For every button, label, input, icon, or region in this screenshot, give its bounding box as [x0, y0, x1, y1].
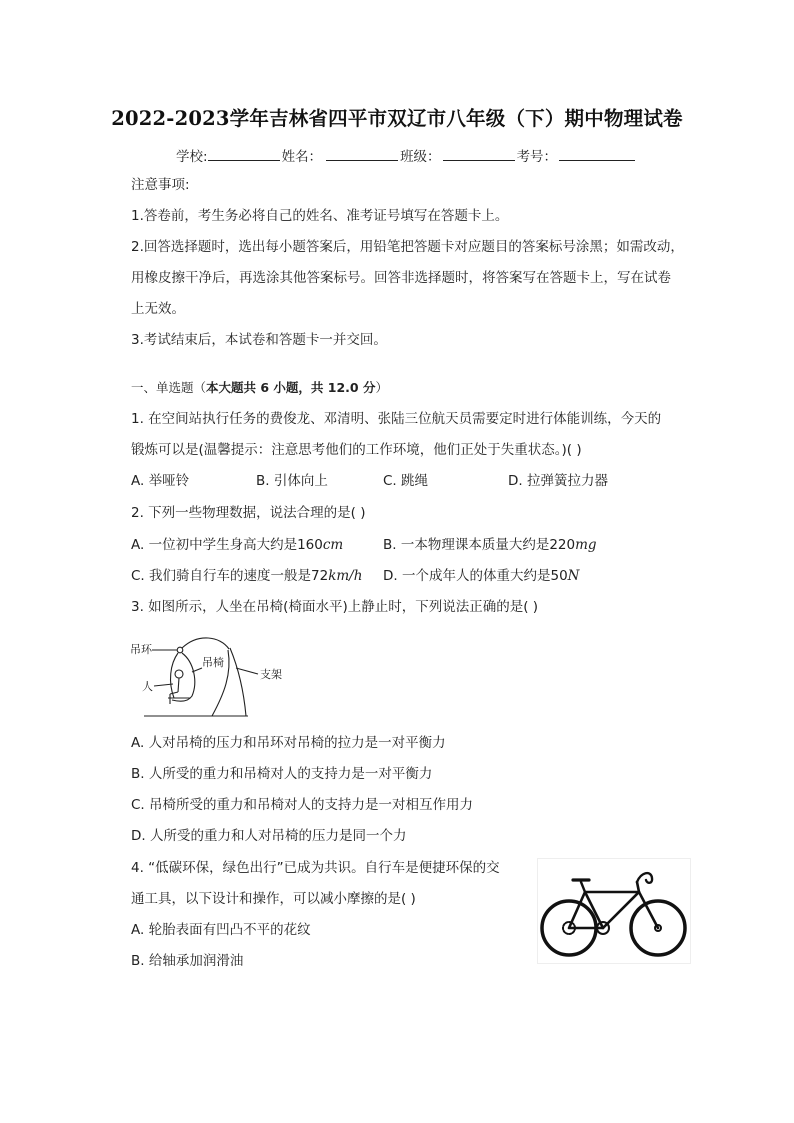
hanging-arm: [182, 638, 229, 649]
notice-heading: 注意事项:: [131, 177, 190, 193]
stand-back-curve: [230, 648, 246, 716]
fig-label-stand: 支架: [260, 668, 282, 681]
chair-cage-right: [172, 653, 195, 701]
chair-cage-left: [171, 653, 178, 698]
section-heading: 一、单选题（本大题共 6 小题，共 12.0 分）: [131, 380, 388, 395]
notice-item-2-line-2: 用橡皮擦干净后，再选涂其他答案标号。回答非选择题时，将答案写在答题卡上，写在试卷: [131, 270, 671, 286]
person-head: [175, 670, 183, 678]
class-blank[interactable]: [443, 146, 515, 161]
fig-label-ring: 吊环: [130, 643, 152, 656]
handlebar-icon: [637, 873, 652, 883]
question-4-line-2: 通工具，以下设计和操作，可以减小摩擦的是( ): [131, 891, 416, 907]
person-thigh: [170, 692, 178, 694]
ring-icon: [177, 647, 183, 653]
name-label: 姓名：: [281, 149, 323, 165]
question-1-line-1: 1. 在空间站执行任务的费俊龙、邓清明、张陆三位航天员需要定时进行体能训练，今天的: [131, 411, 662, 427]
school-label: 学校:: [176, 149, 208, 165]
exam-no-label: 考号：: [516, 149, 558, 165]
question-1-line-2: 锻炼可以是(温馨提示：注意思考他们的工作环境，他们正处于失重状态。)( ): [131, 442, 582, 458]
question-3-option-a[interactable]: A. 人对吊椅的压力和吊环对吊椅的拉力是一对平衡力: [131, 735, 446, 751]
page-title: 2022-2023学年吉林省四平市双辽市八年级（下）期中物理试卷: [111, 107, 683, 130]
head-tube: [637, 882, 639, 892]
question-2-option-c[interactable]: C. 我们骑自行车的速度一般是72km/h: [131, 568, 363, 584]
question-4-line-1: 4. “低碳环保，绿色出行”已成为共识。自行车是便捷环保的交: [131, 860, 500, 876]
bicycle-figure: [537, 858, 691, 964]
notice-item-2-line-3: 上无效。: [131, 301, 185, 317]
student-info-row: [176, 145, 637, 165]
person-body: [178, 678, 179, 692]
name-blank[interactable]: [326, 146, 398, 161]
fig-label-chair: 吊椅: [202, 656, 224, 669]
notice-item-3: 3.考试结束后，本试卷和答题卡一并交回。: [131, 332, 387, 348]
question-2-option-d[interactable]: D. 一个成年人的体重大约是50N: [383, 568, 580, 584]
school-blank[interactable]: [208, 146, 280, 161]
question-2-stem: 2. 下列一些物理数据，说法合理的是( ): [131, 505, 366, 521]
hanging-chair-figure: [128, 634, 298, 720]
exam-no-blank[interactable]: [559, 146, 635, 161]
fig-label-person: 人: [142, 680, 153, 693]
question-1-option-b[interactable]: B. 引体向上: [256, 473, 328, 489]
question-4-option-b[interactable]: B. 给轴承加润滑油: [131, 953, 244, 969]
notice-item-1: 1.答卷前，考生务必将自己的姓名、准考证号填写在答题卡上。: [131, 208, 509, 224]
question-1-option-d[interactable]: D. 拉弹簧拉力器: [508, 473, 608, 489]
question-2-option-b[interactable]: B. 一本物理课本质量大约是220mg: [383, 537, 597, 553]
question-3-option-d[interactable]: D. 人所受的重力和人对吊椅的压力是同一个力: [131, 828, 407, 844]
question-2-option-a[interactable]: A. 一位初中学生身高大约是160cm: [131, 537, 344, 553]
seat-post: [581, 882, 585, 892]
question-3-option-c[interactable]: C. 吊椅所受的重力和吊椅对人的支持力是一对相互作用力: [131, 797, 474, 813]
rear-triangle: [569, 892, 603, 928]
notice-item-2-line-1: 2.回答选择题时，选出每小题答案后，用铅笔把答题卡对应题目的答案标号涂黑；如需改动，: [131, 239, 684, 255]
front-fork: [639, 892, 658, 928]
question-1-option-c[interactable]: C. 跳绳: [383, 473, 429, 489]
stand-leader: [236, 668, 258, 674]
question-1-option-a[interactable]: A. 举哑铃: [131, 473, 190, 489]
question-3-stem: 3. 如图所示，人坐在吊椅(椅面水平)上静止时，下列说法正确的是( ): [131, 599, 539, 615]
question-4-option-a[interactable]: A. 轮胎表面有凹凸不平的花纹: [131, 922, 311, 938]
person-leader: [154, 684, 173, 686]
class-label: 班级：: [400, 149, 441, 165]
question-3-option-b[interactable]: B. 人所受的重力和吊椅对人的支持力是一对平衡力: [131, 766, 433, 782]
